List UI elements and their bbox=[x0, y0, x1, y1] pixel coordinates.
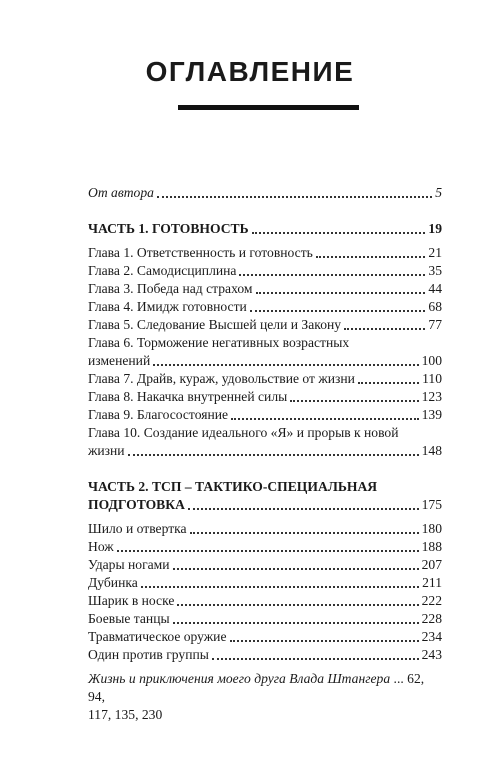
toc-page: 21 bbox=[428, 245, 442, 260]
toc-chapter-8[interactable] bbox=[88, 388, 442, 406]
toc-item-8[interactable] bbox=[88, 646, 442, 664]
toc-page: 228 bbox=[421, 611, 442, 626]
toc-label: Травматическое оружие bbox=[88, 629, 227, 644]
toc-page: 5 bbox=[435, 185, 442, 200]
toc-item-3[interactable] bbox=[88, 556, 442, 574]
dot-leader bbox=[239, 270, 425, 276]
title-rule bbox=[178, 105, 359, 110]
toc-page: 35 bbox=[428, 263, 442, 278]
toc-item-1[interactable] bbox=[88, 520, 442, 538]
toc-label: Глава 7. Драйв, кураж, удовольствие от жизни bbox=[88, 371, 355, 386]
part-label-line: ЧАСТЬ 2. ТСП – ТАКТИКО-СПЕЦИАЛЬНАЯ bbox=[88, 479, 378, 494]
toc-label-line: изменений bbox=[88, 353, 151, 368]
toc-chapter-4[interactable] bbox=[88, 298, 442, 316]
toc-label: Глава 8. Накачка внутренней силы bbox=[88, 389, 288, 404]
toc-page: 19 bbox=[428, 221, 442, 236]
toc-page: 211 bbox=[422, 575, 442, 590]
toc-part-2[interactable] bbox=[88, 478, 442, 514]
toc-label: Глава 9. Благосостояние bbox=[88, 407, 229, 422]
toc-page: 148 bbox=[421, 443, 442, 458]
dot-leader bbox=[256, 288, 426, 294]
dot-leader bbox=[177, 600, 418, 606]
dot-leader bbox=[250, 306, 426, 312]
toc-part-1[interactable] bbox=[88, 220, 442, 238]
toc-entry-author-note[interactable] bbox=[88, 184, 442, 202]
toc-item-4[interactable] bbox=[88, 574, 442, 592]
toc-label: От автора bbox=[88, 185, 154, 200]
toc-page: 207 bbox=[421, 557, 442, 572]
dot-leader bbox=[153, 360, 418, 366]
dot-leader bbox=[173, 618, 419, 624]
toc-item-5[interactable] bbox=[88, 592, 442, 610]
toc-label: Глава 3. Победа над страхом bbox=[88, 281, 253, 296]
toc-page: 123 bbox=[421, 389, 442, 404]
part-label-line: ПОДГОТОВКА bbox=[88, 497, 185, 512]
toc-item-7[interactable] bbox=[88, 628, 442, 646]
toc-page: 100 bbox=[421, 353, 442, 368]
page-title: ОГЛАВЛЕНИЕ bbox=[145, 56, 355, 87]
toc-closing-entry[interactable]: Жизнь и приключения моего друга Влада Штангера ... 62, 94, 117, 135, 230 bbox=[88, 670, 442, 724]
toc-label-line: Глава 6. Торможение негативных возрастных bbox=[88, 335, 350, 350]
toc-label: Глава 5. Следование Высшей цели и Закону bbox=[88, 317, 342, 332]
dot-leader bbox=[212, 654, 419, 660]
toc-chapter-3[interactable] bbox=[88, 280, 442, 298]
toc-pages: 62, 94, bbox=[88, 671, 425, 704]
toc-label: Глава 2. Самодисциплина bbox=[88, 263, 237, 278]
toc-chapter-9[interactable] bbox=[88, 406, 442, 424]
dot-leader bbox=[117, 546, 419, 552]
toc-page: 68 bbox=[428, 299, 442, 314]
toc-label-line: жизни bbox=[88, 443, 125, 458]
toc-page: 180 bbox=[421, 521, 442, 536]
toc-label-line: Глава 10. Создание идеального «Я» и прорыв к новой bbox=[88, 425, 399, 440]
dot-leader bbox=[188, 504, 419, 510]
part-label: ЧАСТЬ 1. ГОТОВНОСТЬ bbox=[88, 221, 249, 236]
toc-chapter-5[interactable] bbox=[88, 316, 442, 334]
toc-chapter-1[interactable] bbox=[88, 244, 442, 262]
toc-page: 222 bbox=[421, 593, 442, 608]
dot-leader bbox=[316, 252, 426, 258]
toc-item-2[interactable] bbox=[88, 538, 442, 556]
toc-page: 188 bbox=[421, 539, 442, 554]
dot-leader bbox=[344, 324, 425, 330]
table-of-contents bbox=[88, 184, 442, 724]
dot-leader bbox=[290, 396, 418, 402]
toc-chapter-7[interactable] bbox=[88, 370, 442, 388]
dot-leader bbox=[231, 414, 419, 420]
toc-label: Боевые танцы bbox=[88, 611, 170, 626]
toc-label: Жизнь и приключения моего друга Влада Штангера bbox=[88, 671, 391, 686]
dot-leader bbox=[128, 450, 419, 456]
toc-page: 44 bbox=[428, 281, 442, 296]
toc-pages-continued: 117, 135, 230 bbox=[88, 707, 163, 722]
toc-item-6[interactable] bbox=[88, 610, 442, 628]
toc-label: Удары ногами bbox=[88, 557, 170, 572]
dot-leader bbox=[141, 582, 419, 588]
toc-page: 243 bbox=[421, 647, 442, 662]
toc-page: 77 bbox=[428, 317, 442, 332]
toc-chapter-2[interactable] bbox=[88, 262, 442, 280]
dot-leader bbox=[157, 192, 432, 198]
dot-leader bbox=[173, 564, 419, 570]
toc-label: Глава 1. Ответственность и готовность bbox=[88, 245, 313, 260]
toc-page: 110 bbox=[422, 371, 442, 386]
toc-label: Нож bbox=[88, 539, 114, 554]
toc-chapter-10[interactable] bbox=[88, 424, 442, 460]
toc-label: Дубинка bbox=[88, 575, 138, 590]
toc-label: Один против группы bbox=[88, 647, 209, 662]
dot-leader bbox=[190, 528, 419, 534]
toc-page: 234 bbox=[421, 629, 442, 644]
toc-page: 175 bbox=[421, 497, 442, 512]
dot-leader bbox=[252, 228, 426, 234]
dot-leader bbox=[358, 378, 419, 384]
toc-page: 139 bbox=[421, 407, 442, 422]
toc-label: Шило и отвертка bbox=[88, 521, 187, 536]
toc-chapter-6[interactable] bbox=[88, 334, 442, 370]
toc-label: Глава 4. Имидж готовности bbox=[88, 299, 247, 314]
dot-leader bbox=[230, 636, 419, 642]
toc-label: Шарик в носке bbox=[88, 593, 175, 608]
